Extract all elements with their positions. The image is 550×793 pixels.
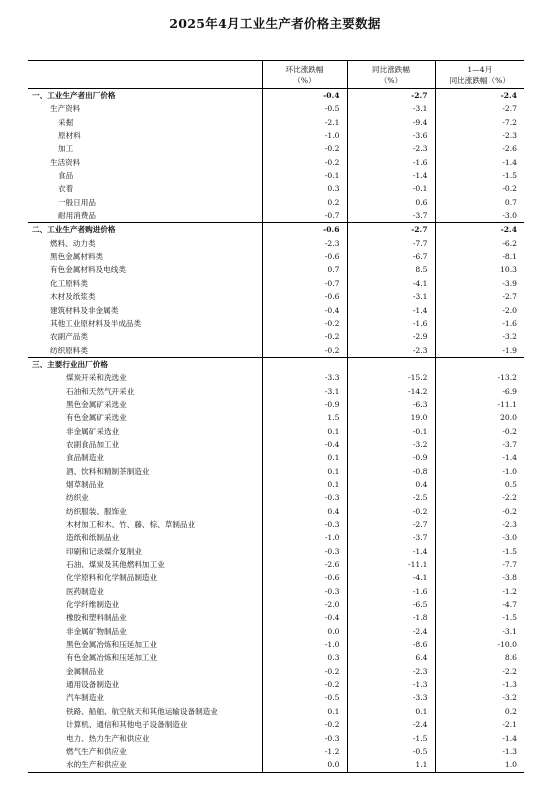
- row-mom-value: -2.0: [262, 598, 347, 611]
- row-mom-value: -0.3: [262, 491, 347, 504]
- table-row: [28, 209, 524, 223]
- row-ytd-value: -1.5: [435, 169, 524, 182]
- row-yoy-value: -4.1: [347, 277, 435, 290]
- row-mom-value: -1.0: [262, 129, 347, 142]
- row-yoy-value: 0.4: [347, 478, 435, 491]
- row-mom-value: -0.2: [262, 344, 347, 358]
- table-row: [28, 505, 524, 518]
- row-ytd-value: -3.9: [435, 277, 524, 290]
- row-ytd-value: -0.2: [435, 505, 524, 518]
- row-ytd-value: -2.7: [435, 102, 524, 115]
- row-label: 建筑材料及非金属类: [50, 305, 119, 315]
- row-label: 加工: [58, 144, 74, 154]
- row-yoy-value: -6.5: [347, 598, 435, 611]
- table-row: [28, 290, 524, 303]
- row-label: 食品: [58, 171, 74, 181]
- row-label: 黑色金属冶炼和压延加工业: [66, 640, 158, 650]
- row-yoy-value: -2.3: [347, 142, 435, 155]
- row-label: 计算机、通信和其他电子设备制造业: [66, 720, 188, 730]
- table-row: [28, 638, 524, 651]
- table-row: [28, 398, 524, 411]
- table-row: [28, 344, 524, 358]
- row-ytd-value: [435, 357, 524, 371]
- table-row: [28, 678, 524, 691]
- row-label: 原材料: [58, 131, 81, 141]
- row-label: 水的生产和供应业: [28, 758, 262, 772]
- table-row: [28, 625, 524, 638]
- row-yoy-value: -0.5: [347, 745, 435, 758]
- row-label: 金属制品业: [66, 666, 104, 676]
- row-label: 农副食品加工业: [66, 439, 120, 449]
- row-ytd-value: -2.2: [435, 491, 524, 504]
- row-mom-value: 0.1: [262, 465, 347, 478]
- row-mom-value: 0.2: [262, 196, 347, 209]
- table-row: [28, 263, 524, 276]
- row-ytd-value: -2.0: [435, 304, 524, 317]
- table-row: [28, 250, 524, 263]
- row-label: 有色金属冶炼和压延加工业: [66, 653, 158, 663]
- row-yoy-value: -6.3: [347, 398, 435, 411]
- row-mom-value: 0.4: [262, 505, 347, 518]
- table-row: [28, 611, 524, 624]
- row-mom-value: -1.0: [262, 531, 347, 544]
- table-row: [28, 411, 524, 424]
- row-yoy-value: -2.7: [347, 89, 435, 103]
- table-row: [28, 116, 524, 129]
- row-mom-value: -2.3: [262, 237, 347, 250]
- table-row: [28, 371, 524, 384]
- row-mom-value: -3.1: [262, 385, 347, 398]
- row-label: 有色金属矿采选业: [66, 413, 127, 423]
- row-yoy-value: -3.6: [347, 129, 435, 142]
- row-ytd-value: -3.1: [435, 625, 524, 638]
- row-mom-value: -0.2: [262, 317, 347, 330]
- row-mom-value: -0.6: [262, 250, 347, 263]
- row-ytd-value: -1.5: [435, 611, 524, 624]
- row-mom-value: -1.0: [262, 638, 347, 651]
- row-label: 黑色金属材料类: [50, 252, 104, 262]
- table-row: [28, 571, 524, 584]
- row-ytd-value: -3.2: [435, 691, 524, 704]
- row-ytd-value: -1.0: [435, 465, 524, 478]
- table-row: [28, 705, 524, 718]
- row-ytd-value: -13.2: [435, 371, 524, 384]
- row-ytd-value: 8.6: [435, 651, 524, 664]
- row-mom-value: -0.3: [262, 518, 347, 531]
- row-mom-value: -2.6: [262, 558, 347, 571]
- row-ytd-value: 1.0: [435, 758, 524, 772]
- row-yoy-value: -2.7: [347, 223, 435, 237]
- row-yoy-value: -2.7: [347, 518, 435, 531]
- row-mom-value: [262, 357, 347, 371]
- header-yoy-line2: （%）: [379, 75, 403, 85]
- table-row: [28, 598, 524, 611]
- row-label: 木材加工和木、竹、藤、棕、草制品业: [66, 520, 196, 529]
- row-label: 燃料、动力类: [50, 238, 96, 248]
- row-ytd-value: -3.0: [435, 531, 524, 544]
- row-yoy-value: -2.9: [347, 330, 435, 343]
- row-yoy-value: -1.6: [347, 156, 435, 169]
- header-ytd-line1: 1—4月: [467, 64, 493, 74]
- table-row: [28, 196, 524, 209]
- row-ytd-value: -11.1: [435, 398, 524, 411]
- row-label: 二、工业生产者购进价格: [28, 223, 262, 237]
- table-row: [28, 169, 524, 182]
- row-label: 其他工业原材料及半成品类: [50, 318, 142, 328]
- row-mom-value: 0.3: [262, 182, 347, 195]
- row-yoy-value: -3.3: [347, 691, 435, 704]
- row-ytd-value: 0.2: [435, 705, 524, 718]
- row-mom-value: -0.3: [262, 545, 347, 558]
- row-mom-value: -0.6: [262, 223, 347, 237]
- table-row: [28, 585, 524, 598]
- row-ytd-value: -1.3: [435, 745, 524, 758]
- row-yoy-value: -0.2: [347, 505, 435, 518]
- row-ytd-value: -1.6: [435, 317, 524, 330]
- row-ytd-value: -8.1: [435, 250, 524, 263]
- row-mom-value: -1.2: [262, 745, 347, 758]
- row-ytd-value: -7.7: [435, 558, 524, 571]
- row-label: 煤炭开采和洗选业: [66, 373, 127, 383]
- table-header-row: [28, 61, 524, 89]
- row-ytd-value: -1.2: [435, 585, 524, 598]
- row-yoy-value: -1.4: [347, 545, 435, 558]
- row-ytd-value: -6.9: [435, 385, 524, 398]
- row-yoy-value: -8.6: [347, 638, 435, 651]
- table-row: [28, 438, 524, 451]
- row-ytd-value: -0.2: [435, 425, 524, 438]
- header-mom-line1: 环比涨跌幅: [285, 64, 324, 74]
- row-yoy-value: -9.4: [347, 116, 435, 129]
- row-mom-value: -2.1: [262, 116, 347, 129]
- row-ytd-value: 20.0: [435, 411, 524, 424]
- row-label: 橡胶和塑料制品业: [66, 613, 127, 623]
- row-ytd-value: -6.2: [435, 237, 524, 250]
- table-row: [28, 182, 524, 195]
- row-ytd-value: -2.3: [435, 518, 524, 531]
- header-mom-line2: （%）: [293, 75, 316, 85]
- row-mom-value: -0.1: [262, 169, 347, 182]
- table-row: [28, 531, 524, 544]
- row-label: 铁路、船舶、航空航天和其他运输设备制造业: [66, 706, 218, 716]
- row-ytd-value: -2.4: [435, 223, 524, 237]
- row-label: 生产资料: [50, 104, 81, 114]
- row-yoy-value: -15.2: [347, 371, 435, 384]
- table-row: [28, 518, 524, 531]
- row-yoy-value: -1.4: [347, 304, 435, 317]
- row-ytd-value: -1.9: [435, 344, 524, 358]
- row-ytd-value: 0.5: [435, 478, 524, 491]
- table-row: [28, 491, 524, 504]
- row-yoy-value: -4.1: [347, 571, 435, 584]
- row-mom-value: -0.4: [262, 611, 347, 624]
- row-yoy-value: -0.9: [347, 451, 435, 464]
- table-row: [28, 465, 524, 478]
- row-label: 生活资料: [50, 157, 81, 167]
- row-mom-value: 0.0: [262, 625, 347, 638]
- row-mom-value: -0.2: [262, 330, 347, 343]
- row-mom-value: -0.3: [262, 585, 347, 598]
- row-label: 黑色金属矿采选业: [66, 399, 127, 409]
- row-ytd-value: -2.6: [435, 142, 524, 155]
- row-yoy-value: -2.5: [347, 491, 435, 504]
- table-row: [28, 237, 524, 250]
- row-ytd-value: -10.0: [435, 638, 524, 651]
- row-label: 纺织业: [66, 493, 89, 503]
- table-row: [28, 558, 524, 571]
- row-label: 非金属矿物制品业: [66, 626, 127, 636]
- row-yoy-value: -1.3: [347, 678, 435, 691]
- row-label: 印刷和记录媒介复制业: [66, 546, 142, 556]
- row-label: 采掘: [58, 117, 74, 127]
- row-ytd-value: -1.4: [435, 156, 524, 169]
- header-yoy: [347, 61, 435, 89]
- row-ytd-value: -2.3: [435, 129, 524, 142]
- table-row: [28, 89, 524, 103]
- row-label: 食品制造业: [66, 453, 104, 463]
- row-mom-value: -0.4: [262, 438, 347, 451]
- row-mom-value: 0.7: [262, 263, 347, 276]
- row-yoy-value: -3.7: [347, 531, 435, 544]
- table-row: [28, 317, 524, 330]
- row-mom-value: 0.1: [262, 478, 347, 491]
- row-mom-value: 1.5: [262, 411, 347, 424]
- row-label: 三、主要行业出厂价格: [28, 357, 262, 371]
- row-label: 医药制造业: [66, 586, 104, 596]
- row-label: 木材及纸浆类: [50, 292, 96, 302]
- header-mom: [262, 61, 347, 89]
- row-yoy-value: -2.4: [347, 718, 435, 731]
- row-yoy-value: 8.5: [347, 263, 435, 276]
- row-mom-value: -0.4: [262, 89, 347, 103]
- table-row: [28, 385, 524, 398]
- row-mom-value: 0.3: [262, 651, 347, 664]
- row-mom-value: -0.2: [262, 718, 347, 731]
- row-yoy-value: -2.4: [347, 625, 435, 638]
- row-yoy-value: -1.6: [347, 585, 435, 598]
- table-row: [28, 758, 524, 772]
- row-ytd-value: -2.7: [435, 290, 524, 303]
- table-row: [28, 425, 524, 438]
- row-mom-value: 0.0: [262, 758, 347, 772]
- row-ytd-value: -3.2: [435, 330, 524, 343]
- row-label: 纺织服装、服饰业: [66, 506, 127, 516]
- table-row: [28, 745, 524, 758]
- row-ytd-value: -1.4: [435, 451, 524, 464]
- row-ytd-value: -1.4: [435, 732, 524, 745]
- row-yoy-value: -11.1: [347, 558, 435, 571]
- row-label: 化学纤维制造业: [66, 600, 120, 610]
- table-row: [28, 691, 524, 704]
- header-indicator: [28, 61, 262, 89]
- row-yoy-value: -0.8: [347, 465, 435, 478]
- row-yoy-value: 1.1: [347, 758, 435, 772]
- row-mom-value: -0.6: [262, 571, 347, 584]
- row-yoy-value: -0.1: [347, 425, 435, 438]
- row-mom-value: 0.1: [262, 705, 347, 718]
- row-label: 汽车制造业: [66, 693, 104, 703]
- table-row: [28, 330, 524, 343]
- row-mom-value: 0.1: [262, 425, 347, 438]
- row-mom-value: -0.6: [262, 290, 347, 303]
- row-yoy-value: -14.2: [347, 385, 435, 398]
- row-ytd-value: -2.4: [435, 89, 524, 103]
- row-label: 农副产品类: [50, 332, 88, 342]
- table-row: [28, 142, 524, 155]
- row-yoy-value: -3.7: [347, 209, 435, 223]
- row-ytd-value: -3.8: [435, 571, 524, 584]
- row-yoy-value: -1.6: [347, 317, 435, 330]
- row-yoy-value: -7.7: [347, 237, 435, 250]
- row-mom-value: -0.2: [262, 156, 347, 169]
- row-yoy-value: -6.7: [347, 250, 435, 263]
- row-ytd-value: -3.0: [435, 209, 524, 223]
- row-yoy-value: 19.0: [347, 411, 435, 424]
- row-mom-value: 0.1: [262, 451, 347, 464]
- row-mom-value: -0.4: [262, 304, 347, 317]
- row-yoy-value: -3.1: [347, 290, 435, 303]
- row-label: 纺织原料类: [50, 345, 88, 355]
- row-yoy-value: 0.1: [347, 705, 435, 718]
- row-ytd-value: 10.3: [435, 263, 524, 276]
- row-yoy-value: -3.1: [347, 102, 435, 115]
- row-label: 通用设备制造业: [66, 680, 120, 690]
- table-row: [28, 156, 524, 169]
- row-yoy-value: [347, 357, 435, 371]
- row-label: 一般日用品: [58, 197, 96, 207]
- row-yoy-value: -3.2: [347, 438, 435, 451]
- table-row: [28, 718, 524, 731]
- row-label: 燃气生产和供应业: [66, 746, 127, 756]
- header-ytd-line2: 同比涨跌幅（%）: [449, 75, 510, 85]
- row-label: 耐用消费品: [58, 211, 96, 221]
- table-row: [28, 732, 524, 745]
- table-row: [28, 545, 524, 558]
- row-mom-value: -0.7: [262, 209, 347, 223]
- price-data-table: [28, 60, 524, 773]
- table-row: [28, 129, 524, 142]
- header-yoy-line1: 同比涨跌幅: [372, 64, 410, 74]
- row-yoy-value: 6.4: [347, 651, 435, 664]
- row-mom-value: -0.2: [262, 665, 347, 678]
- row-label: 石油和天然气开采业: [66, 386, 135, 396]
- row-ytd-value: -1.3: [435, 678, 524, 691]
- row-ytd-value: 0.7: [435, 196, 524, 209]
- row-label: 造纸和纸制品业: [66, 533, 120, 543]
- header-ytd: [435, 61, 524, 89]
- page-title: 2025年4月工业生产者价格主要数据: [169, 16, 381, 31]
- row-mom-value: -0.5: [262, 691, 347, 704]
- row-mom-value: -0.7: [262, 277, 347, 290]
- row-mom-value: -0.3: [262, 732, 347, 745]
- row-ytd-value: -4.7: [435, 598, 524, 611]
- row-yoy-value: -2.3: [347, 344, 435, 358]
- table-row: [28, 478, 524, 491]
- row-label: 一、工业生产者出厂价格: [32, 91, 116, 100]
- row-label: 电力、热力生产和供应业: [66, 733, 150, 743]
- row-label: 衣着: [58, 184, 74, 194]
- row-label: 有色金属材料及电线类: [50, 265, 126, 275]
- row-yoy-value: -1.4: [347, 169, 435, 182]
- row-yoy-value: -1.8: [347, 611, 435, 624]
- row-label: 化学原料和化学制品制造业: [66, 573, 158, 583]
- row-mom-value: -3.3: [262, 371, 347, 384]
- row-mom-value: -0.5: [262, 102, 347, 115]
- row-ytd-value: -7.2: [435, 116, 524, 129]
- table-row: [28, 651, 524, 664]
- table-body: [28, 89, 524, 773]
- row-mom-value: -0.9: [262, 398, 347, 411]
- row-mom-value: -0.2: [262, 678, 347, 691]
- row-label: 酒、饮料和精制茶制造业: [66, 466, 150, 476]
- row-yoy-value: 0.6: [347, 196, 435, 209]
- row-yoy-value: -0.1: [347, 182, 435, 195]
- row-yoy-value: -1.5: [347, 732, 435, 745]
- table-row: [28, 357, 524, 371]
- table-row: [28, 277, 524, 290]
- row-ytd-value: -3.7: [435, 438, 524, 451]
- table-row: [28, 451, 524, 464]
- row-label: 烟草制品业: [66, 479, 104, 489]
- row-yoy-value: -2.3: [347, 665, 435, 678]
- row-ytd-value: -0.2: [435, 182, 524, 195]
- table-row: [28, 665, 524, 678]
- table-row: [28, 304, 524, 317]
- row-ytd-value: -1.5: [435, 545, 524, 558]
- table-row: [28, 223, 524, 237]
- row-mom-value: -0.2: [262, 142, 347, 155]
- table-row: [28, 102, 524, 115]
- row-ytd-value: -2.1: [435, 718, 524, 731]
- row-label: 非金属矿采选业: [66, 426, 120, 436]
- row-label: 石油、煤炭及其他燃料加工业: [66, 560, 165, 570]
- row-label: 化工原料类: [50, 278, 88, 288]
- row-ytd-value: -2.2: [435, 665, 524, 678]
